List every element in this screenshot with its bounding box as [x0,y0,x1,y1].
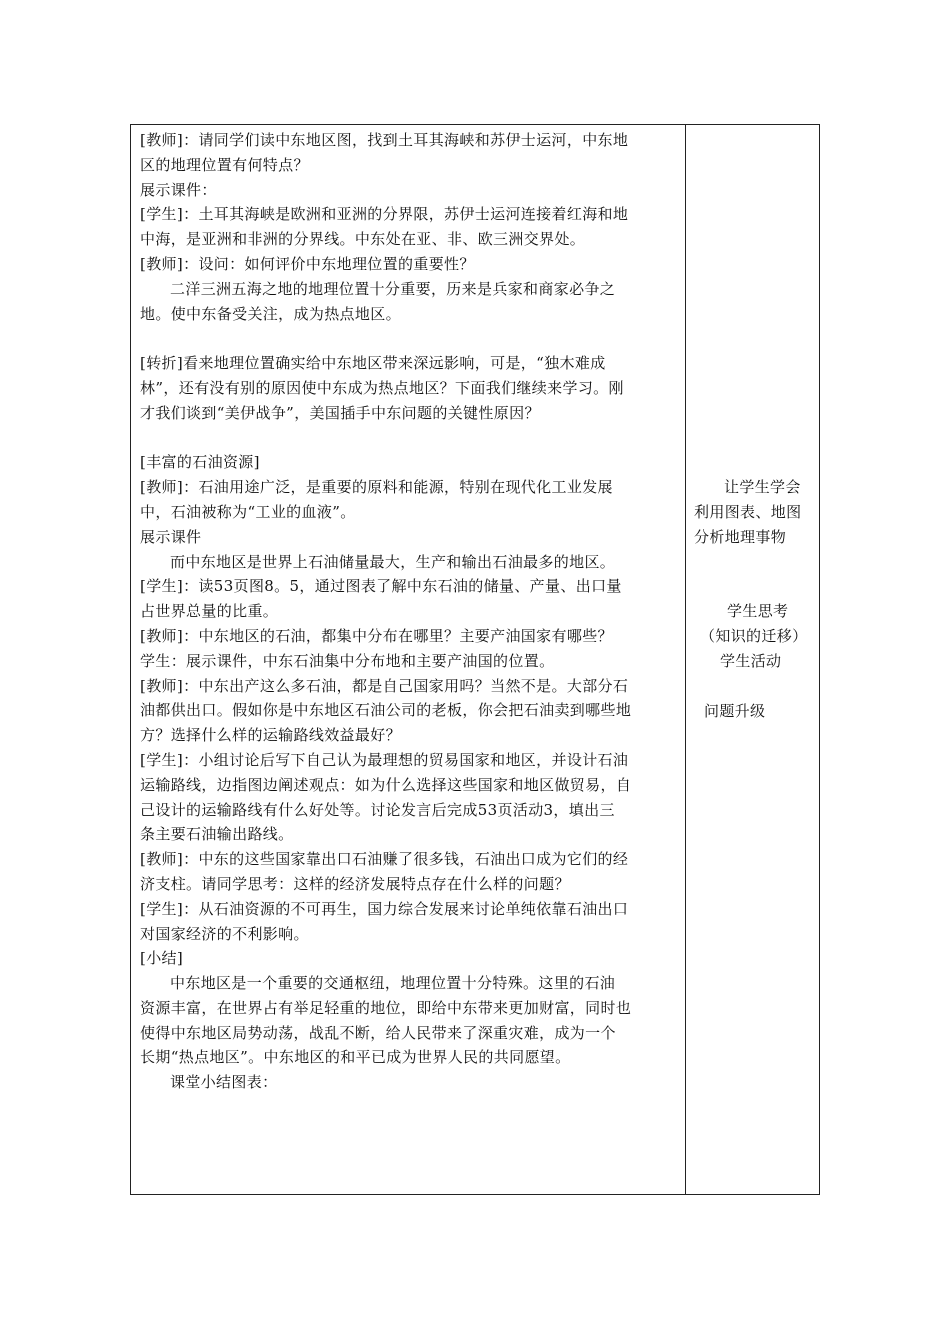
text-line: [教师]：中东地区的石油，都集中分布在哪里？主要产油国家有哪些？ [140,626,613,645]
text-line: 占世界总量的比重。 [140,602,279,621]
text-line: 而中东地区是世界上石油储量最大，生产和输出石油最多的地区。 [170,552,616,571]
text-line: 展示课件 [140,527,202,546]
text-line: 条主要石油输出路线。 [140,825,294,844]
text-line: [学生]：小组讨论后写下自己认为最理想的贸易国家和地区，并设计石油 [140,750,629,769]
text-line: 己设计的运输路线有什么好处等。讨论发言后完成53页活动3，填出三 [140,800,615,819]
text-line: 中东地区是一个重要的交通枢纽，地理位置十分特殊。这里的石油 [170,974,616,993]
text-line: 中，石油被称为“工业的血液”。 [140,502,356,521]
text-line: [学生]：从石油资源的不可再生，国力综合发展来讨论单纯依靠石油出口 [140,899,629,918]
text-line: 学生：展示课件，中东石油集中分布地和主要产油国的位置。 [140,651,555,670]
side-note: （知识的迁移） [700,627,808,645]
text-line: 地。使中东备受关注，成为热点地区。 [140,304,401,323]
text-line: [教师]：中东出产这么多石油，都是自己国家用吗？当然不是。大部分石 [140,676,629,695]
side-note: 让学生学会 [724,478,801,496]
text-line: [学生]：土耳其海峡是欧洲和亚洲的分界限，苏伊士运河连接着红海和地 [140,205,629,224]
text-line: 长期“热点地区”。中东地区的和平已成为世界人民的共同愿望。 [140,1048,571,1067]
side-note: 学生思考 [727,602,789,620]
side-note: 分析地理事物 [694,528,787,546]
text-line: [转折]看来地理位置确实给中东地区带来深远影响，可是，“独木难成 [140,354,606,373]
section-heading: [丰富的石油资源] [140,453,260,472]
text-line: 运输路线，边指图边阐述观点：如为什么选择这些国家和地区做贸易，自 [140,775,632,794]
text-line: 区的地理位置有何特点？ [140,155,309,174]
text-line: 才我们谈到“美伊战争”，美国插手中东问题的关键性原因？ [140,403,540,422]
text-line: 济支柱。请同学思考：这样的经济发展特点存在什么样的问题？ [140,874,570,893]
column-divider [685,125,686,1194]
text-line: 资源丰富，在世界占有举足轻重的地位，即给中东带来更加财富，同时也 [140,998,632,1017]
text-line: [教师]：设问：如何评价中东地理位置的重要性？ [140,254,475,273]
section-heading: [小结] [140,949,184,968]
text-line: 二洋三洲五海之地的地理位置十分重要，历来是兵家和商家必争之 [170,279,616,298]
blank-line [140,326,680,351]
text-line: 展示课件： [140,180,217,199]
blank-line [140,426,680,451]
side-note: 问题升级 [704,702,766,720]
side-note: 利用图表、地图 [694,503,802,521]
teaching-process-column [140,128,680,1095]
text-line: 中海，是亚洲和非洲的分界线。中东处在亚、非、欧三洲交界处。 [140,230,586,249]
text-line: 对国家经济的不利影响。 [140,924,309,943]
text-line: 课堂小结图表： [170,1073,278,1092]
text-line: [教师]：请同学们读中东地区图，找到土耳其海峡和苏伊士运河，中东地 [140,131,629,149]
text-line: 使得中东地区局势动荡，战乱不断，给人民带来了深重灾难，成为一个 [140,1023,616,1042]
lesson-plan-table [130,124,820,1195]
text-line: [教师]：石油用途广泛，是重要的原料和能源，特别在现代化工业发展 [140,478,613,497]
side-note: 学生活动 [720,652,782,670]
text-line: 林”，还有没有别的原因使中东成为热点地区？下面我们继续来学习。刚 [140,378,624,397]
text-line: 方？选择什么样的运输路线效益最好？ [140,726,401,745]
text-line: [教师]：中东的这些国家靠出口石油赚了很多钱，石油出口成为它们的经 [140,850,629,869]
text-line: 油都供出口。假如你是中东地区石油公司的老板，你会把石油卖到哪些地 [140,701,632,720]
text-line: [学生]：读53页图8。5，通过图表了解中东石油的储量、产量、出口量 [140,577,622,596]
